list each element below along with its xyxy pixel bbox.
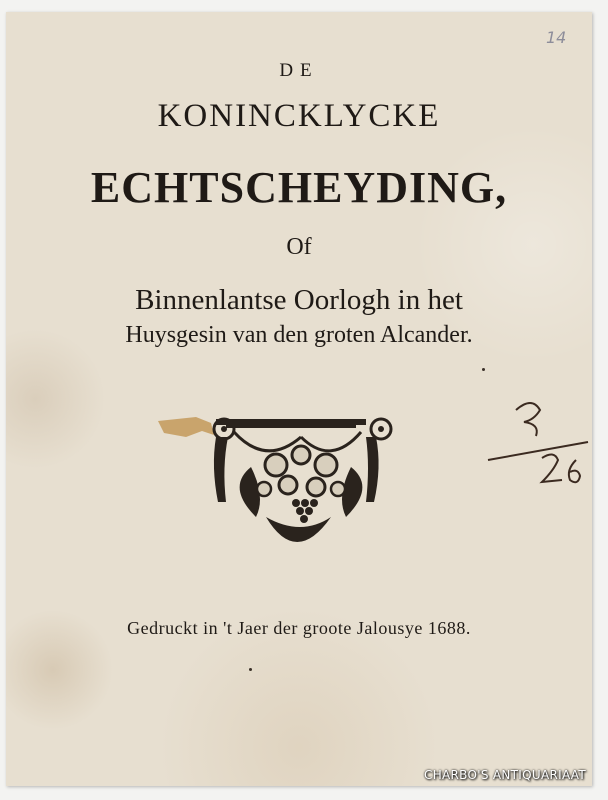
title-line-koninck: KONINCKLYCKE <box>157 98 441 134</box>
document-page <box>6 12 592 786</box>
subtitle-line-2: Huysgesin van den groten Alcander. <box>125 322 473 348</box>
imprint: Gedruckt in 't Jaer der groote Jalousye 1688. <box>127 618 471 638</box>
watermark: CHARBO'S ANTIQUARIAAT <box>424 768 586 782</box>
title-line-echtscheyding: ECHTSCHEYDING, <box>90 163 508 212</box>
subtitle-line-1: Binnenlantse Oorlogh in het <box>135 284 463 316</box>
ink-speck <box>482 368 485 371</box>
title-line-of: Of <box>286 234 312 260</box>
handwritten-note <box>484 390 596 500</box>
ink-speck <box>249 668 252 671</box>
page-number: 14 <box>546 28 567 47</box>
title-line-de: DE <box>279 60 319 81</box>
fruit-basket-ornament-icon <box>156 407 406 567</box>
